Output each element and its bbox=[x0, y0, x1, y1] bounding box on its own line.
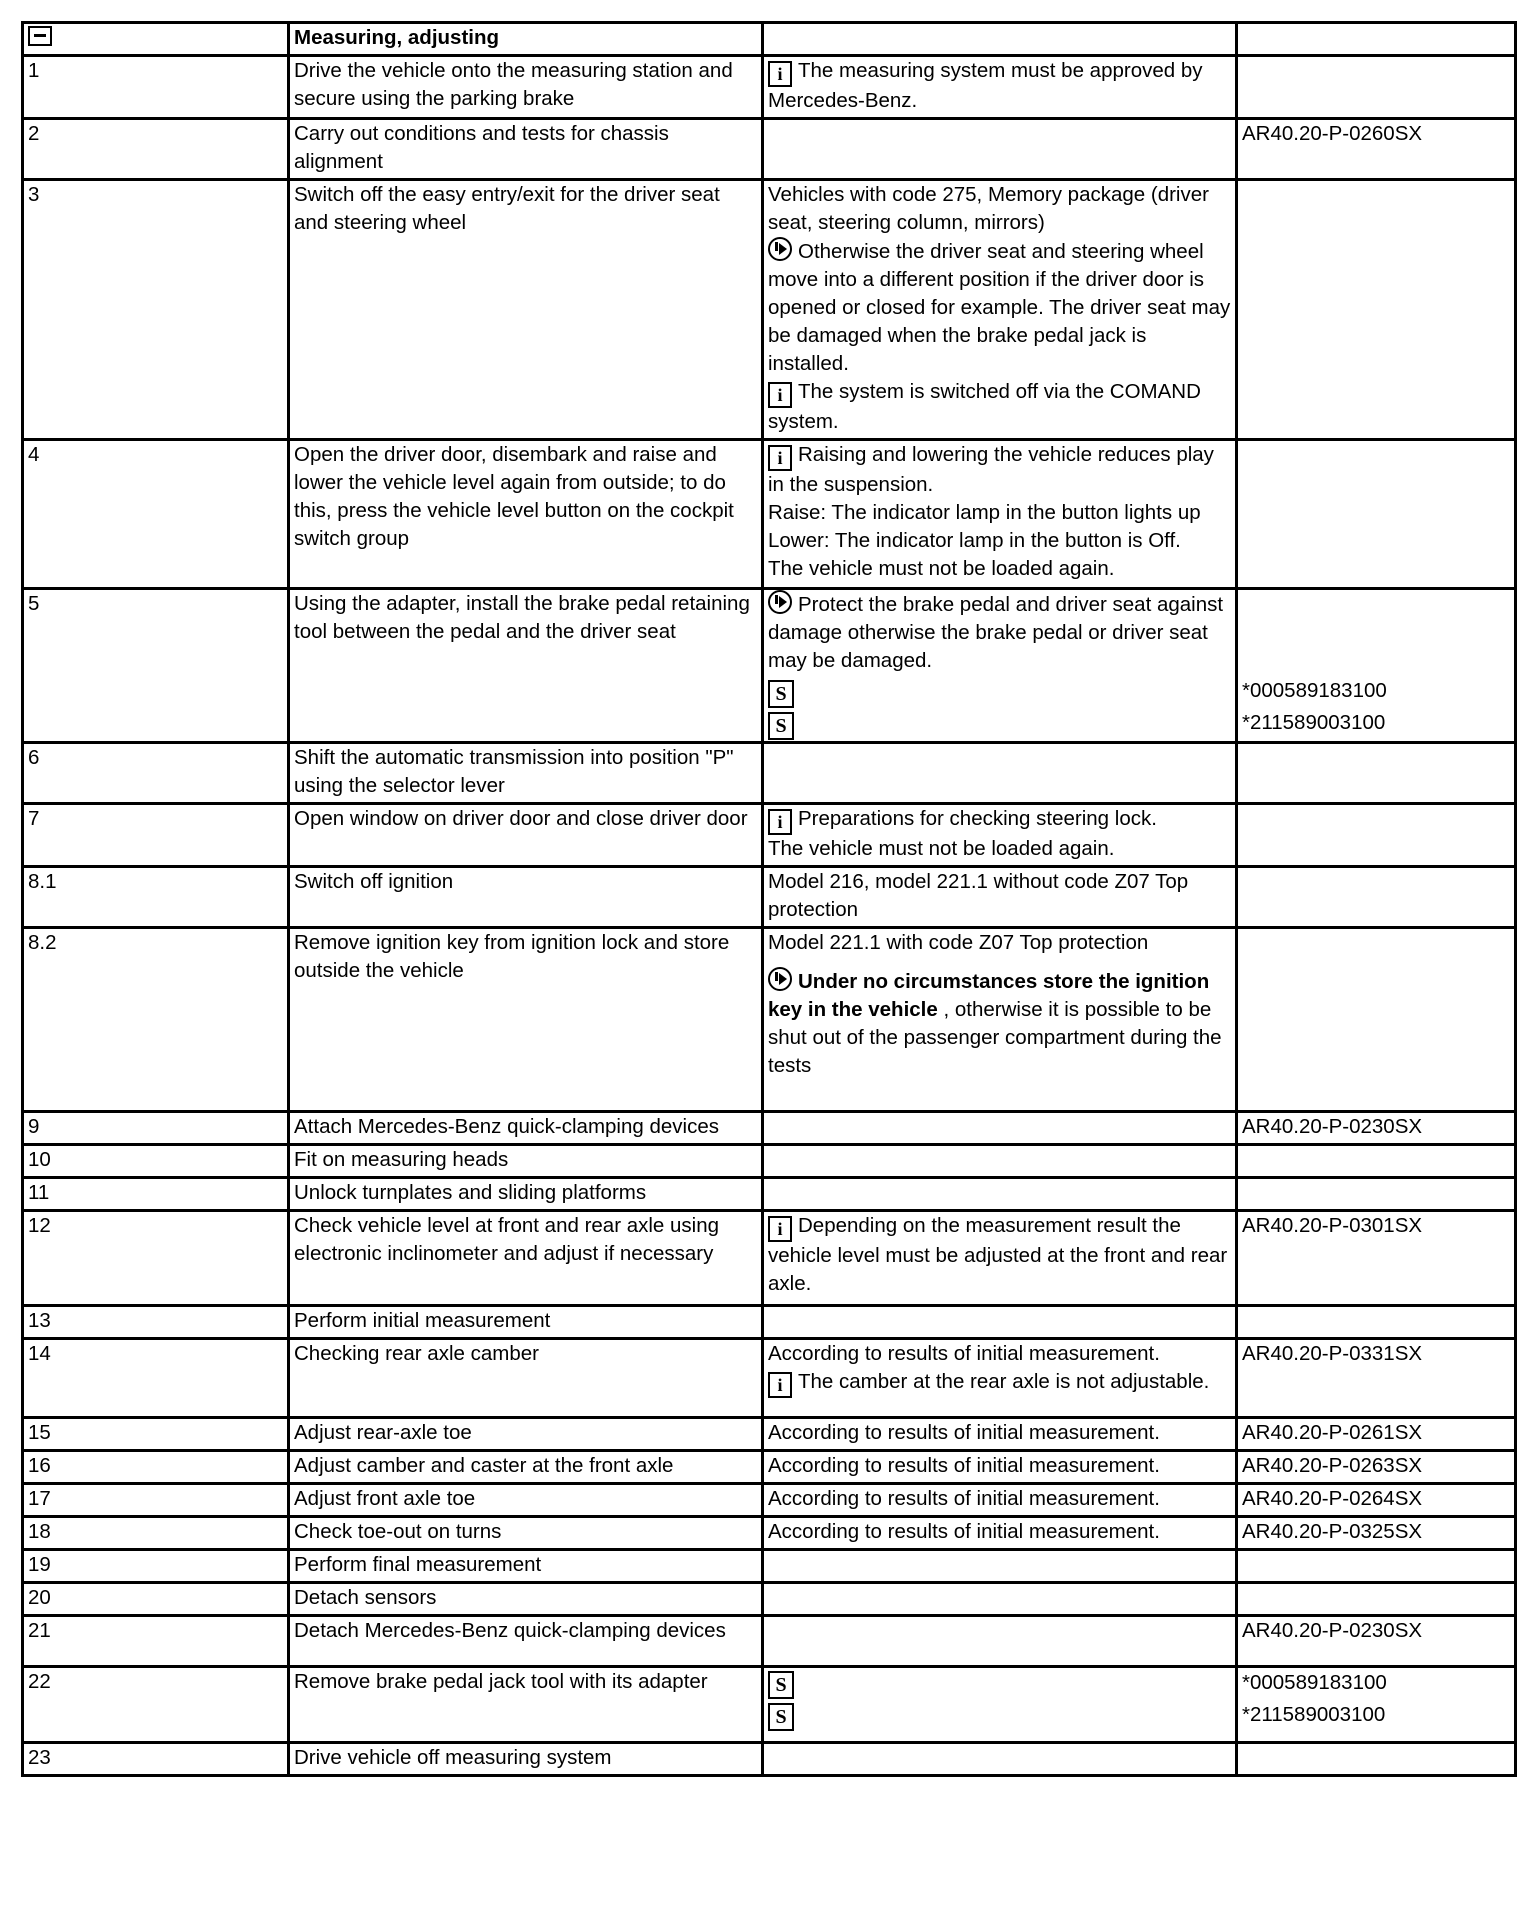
step-text: Unlock turnplates and sliding platforms bbox=[289, 1178, 763, 1211]
step-note bbox=[763, 1550, 1237, 1583]
step-number: 6 bbox=[23, 743, 289, 804]
step-note: Model 221.1 with code Z07 Top protection Under no circumstances store the ignition key in the vehicle , otherwise it is possible to be shut out of the passenger compartment during the tests bbox=[763, 928, 1237, 1112]
step-ref bbox=[1237, 1178, 1516, 1211]
step-ref bbox=[1237, 867, 1516, 928]
step-ref bbox=[1237, 1583, 1516, 1616]
step-note bbox=[763, 119, 1237, 180]
special-tool-icon: S bbox=[768, 712, 794, 740]
warning-icon bbox=[768, 237, 792, 261]
step-note bbox=[763, 1743, 1237, 1776]
table-row bbox=[23, 1550, 1516, 1583]
step-ref bbox=[1237, 743, 1516, 804]
table-row bbox=[23, 589, 1516, 743]
table-row bbox=[23, 1517, 1516, 1550]
step-text: Attach Mercedes-Benz quick-clamping devices bbox=[289, 1112, 763, 1145]
step-ref bbox=[1237, 1306, 1516, 1339]
table-row bbox=[23, 867, 1516, 928]
step-text: Adjust rear-axle toe bbox=[289, 1418, 763, 1451]
step-text: Remove brake pedal jack tool with its adapter bbox=[289, 1667, 763, 1743]
step-ref[interactable]: AR40.20-P-0260SX bbox=[1237, 119, 1516, 180]
step-text: Open window on driver door and close driver door bbox=[289, 804, 763, 867]
step-text: Checking rear axle camber bbox=[289, 1339, 763, 1418]
step-number: 5 bbox=[23, 589, 289, 743]
step-text: Adjust front axle toe bbox=[289, 1484, 763, 1517]
step-text: Drive the vehicle onto the measuring station and secure using the parking brake bbox=[289, 56, 763, 119]
step-number: 9 bbox=[23, 1112, 289, 1145]
step-number: 18 bbox=[23, 1517, 289, 1550]
table-row bbox=[23, 1484, 1516, 1517]
special-tool-icon: S bbox=[768, 1671, 794, 1699]
step-note: According to results of initial measurement. i The camber at the rear axle is not adjustable. bbox=[763, 1339, 1237, 1418]
step-ref[interactable]: AR40.20-P-0230SX bbox=[1237, 1112, 1516, 1145]
table-row bbox=[23, 1667, 1516, 1743]
info-icon: i bbox=[768, 1216, 792, 1242]
table-row bbox=[23, 1211, 1516, 1306]
step-note bbox=[763, 1145, 1237, 1178]
step-number: 3 bbox=[23, 180, 289, 440]
tool-number[interactable]: *211589003100 bbox=[1242, 711, 1386, 734]
tool-number[interactable]: *211589003100 bbox=[1242, 1703, 1386, 1726]
step-text: Switch off the easy entry/exit for the driver seat and steering wheel bbox=[289, 180, 763, 440]
step-number: 21 bbox=[23, 1616, 289, 1667]
step-number: 10 bbox=[23, 1145, 289, 1178]
table-row bbox=[23, 1583, 1516, 1616]
step-note: According to results of initial measurement. bbox=[763, 1418, 1237, 1451]
step-ref[interactable]: AR40.20-P-0264SX bbox=[1237, 1484, 1516, 1517]
step-text: Perform final measurement bbox=[289, 1550, 763, 1583]
table-row bbox=[23, 1339, 1516, 1418]
step-number: 15 bbox=[23, 1418, 289, 1451]
step-text: Check toe-out on turns bbox=[289, 1517, 763, 1550]
step-note bbox=[763, 1306, 1237, 1339]
step-ref[interactable]: AR40.20-P-0263SX bbox=[1237, 1451, 1516, 1484]
step-number: 22 bbox=[23, 1667, 289, 1743]
step-note bbox=[763, 1583, 1237, 1616]
step-note: i Raising and lowering the vehicle reduces play in the suspension. Raise: The indicator lamp in the button lights up Lower: The indicator lamp in the button is Off. The vehicle must not be loaded again. bbox=[763, 440, 1237, 589]
step-note: i The measuring system must be approved by Mercedes-Benz. bbox=[763, 56, 1237, 119]
step-note bbox=[763, 1667, 1237, 1743]
table-row bbox=[23, 1616, 1516, 1667]
step-note bbox=[763, 1616, 1237, 1667]
step-text: Adjust camber and caster at the front axle bbox=[289, 1451, 763, 1484]
step-text: Shift the automatic transmission into position "P" using the selector lever bbox=[289, 743, 763, 804]
table-row bbox=[23, 1743, 1516, 1776]
section-title: Measuring, adjusting bbox=[289, 23, 763, 56]
step-note: i Depending on the measurement result the vehicle level must be adjusted at the front and rear axle. bbox=[763, 1211, 1237, 1306]
step-ref bbox=[1237, 1667, 1516, 1743]
info-icon: i bbox=[768, 61, 792, 87]
step-ref bbox=[1237, 180, 1516, 440]
step-number: 11 bbox=[23, 1178, 289, 1211]
step-note: According to results of initial measurement. bbox=[763, 1517, 1237, 1550]
table-row bbox=[23, 1306, 1516, 1339]
step-ref bbox=[1237, 1145, 1516, 1178]
tool-number[interactable]: *000589183100 bbox=[1242, 679, 1387, 702]
step-ref bbox=[1237, 1550, 1516, 1583]
step-ref bbox=[1237, 1743, 1516, 1776]
procedure-table bbox=[21, 21, 1517, 1777]
step-note bbox=[763, 743, 1237, 804]
step-number: 14 bbox=[23, 1339, 289, 1418]
step-text: Detach sensors bbox=[289, 1583, 763, 1616]
step-note: Protect the brake pedal and driver seat against damage otherwise the brake pedal or driver seat may be damaged. S S bbox=[763, 589, 1237, 743]
step-note: Model 216, model 221.1 without code Z07 Top protection bbox=[763, 867, 1237, 928]
table-row bbox=[23, 1112, 1516, 1145]
step-ref[interactable]: AR40.20-P-0325SX bbox=[1237, 1517, 1516, 1550]
info-icon: i bbox=[768, 445, 792, 471]
step-number: 16 bbox=[23, 1451, 289, 1484]
info-icon: i bbox=[768, 1372, 792, 1398]
step-number: 7 bbox=[23, 804, 289, 867]
step-ref[interactable]: AR40.20-P-0301SX bbox=[1237, 1211, 1516, 1306]
step-ref bbox=[1237, 440, 1516, 589]
step-text: Check vehicle level at front and rear axle using electronic inclinometer and adjust if necessary bbox=[289, 1211, 763, 1306]
step-ref bbox=[1237, 928, 1516, 1112]
hand-pointer-icon bbox=[28, 26, 52, 46]
step-note bbox=[763, 1178, 1237, 1211]
step-number: 23 bbox=[23, 1743, 289, 1776]
header-icon-cell bbox=[23, 23, 289, 56]
step-text: Detach Mercedes-Benz quick-clamping devices bbox=[289, 1616, 763, 1667]
step-ref[interactable]: AR40.20-P-0261SX bbox=[1237, 1418, 1516, 1451]
step-note: According to results of initial measurement. bbox=[763, 1451, 1237, 1484]
warning-icon bbox=[768, 590, 792, 614]
step-note: i Preparations for checking steering lock. The vehicle must not be loaded again. bbox=[763, 804, 1237, 867]
step-text: Switch off ignition bbox=[289, 867, 763, 928]
special-tool-icon: S bbox=[768, 680, 794, 708]
info-icon: i bbox=[768, 809, 792, 835]
table-row bbox=[23, 743, 1516, 804]
step-note bbox=[763, 1112, 1237, 1145]
step-text: Fit on measuring heads bbox=[289, 1145, 763, 1178]
step-text: Remove ignition key from ignition lock and store outside the vehicle bbox=[289, 928, 763, 1112]
step-text: Using the adapter, install the brake pedal retaining tool between the pedal and the driver seat bbox=[289, 589, 763, 743]
step-number: 8.1 bbox=[23, 867, 289, 928]
warning-icon bbox=[768, 967, 792, 991]
step-number: 1 bbox=[23, 56, 289, 119]
step-ref[interactable]: AR40.20-P-0230SX bbox=[1237, 1616, 1516, 1667]
step-text: Open the driver door, disembark and raise and lower the vehicle level again from outside; to do this, press the vehicle level button on the cockpit switch group bbox=[289, 440, 763, 589]
table-row bbox=[23, 180, 1516, 440]
step-ref bbox=[1237, 589, 1516, 743]
table-header-row bbox=[23, 23, 1516, 56]
table-row bbox=[23, 928, 1516, 1112]
table-row bbox=[23, 1418, 1516, 1451]
table-row bbox=[23, 56, 1516, 119]
step-note: According to results of initial measurement. bbox=[763, 1484, 1237, 1517]
step-note: Vehicles with code 275, Memory package (driver seat, steering column, mirrors) Otherwise the driver seat and steering wheel move into a different position if the driver door is opened or closed for example. The driver seat may be damaged when the brake pedal jack is installed. i The system is switched off via the COMAND system. bbox=[763, 180, 1237, 440]
step-number: 20 bbox=[23, 1583, 289, 1616]
step-number: 13 bbox=[23, 1306, 289, 1339]
step-ref[interactable]: AR40.20-P-0331SX bbox=[1237, 1339, 1516, 1418]
step-number: 17 bbox=[23, 1484, 289, 1517]
step-number: 2 bbox=[23, 119, 289, 180]
table-row bbox=[23, 1451, 1516, 1484]
step-ref bbox=[1237, 804, 1516, 867]
table-row bbox=[23, 440, 1516, 589]
step-text: Perform initial measurement bbox=[289, 1306, 763, 1339]
tool-number[interactable]: *000589183100 bbox=[1242, 1671, 1387, 1694]
step-number: 4 bbox=[23, 440, 289, 589]
table-row bbox=[23, 1145, 1516, 1178]
step-text: Drive vehicle off measuring system bbox=[289, 1743, 763, 1776]
table-row bbox=[23, 119, 1516, 180]
step-text: Carry out conditions and tests for chassis alignment bbox=[289, 119, 763, 180]
info-icon: i bbox=[768, 382, 792, 408]
special-tool-icon: S bbox=[768, 1703, 794, 1731]
table-row bbox=[23, 804, 1516, 867]
table-row bbox=[23, 1178, 1516, 1211]
step-number: 8.2 bbox=[23, 928, 289, 1112]
step-number: 12 bbox=[23, 1211, 289, 1306]
step-ref bbox=[1237, 56, 1516, 119]
step-number: 19 bbox=[23, 1550, 289, 1583]
